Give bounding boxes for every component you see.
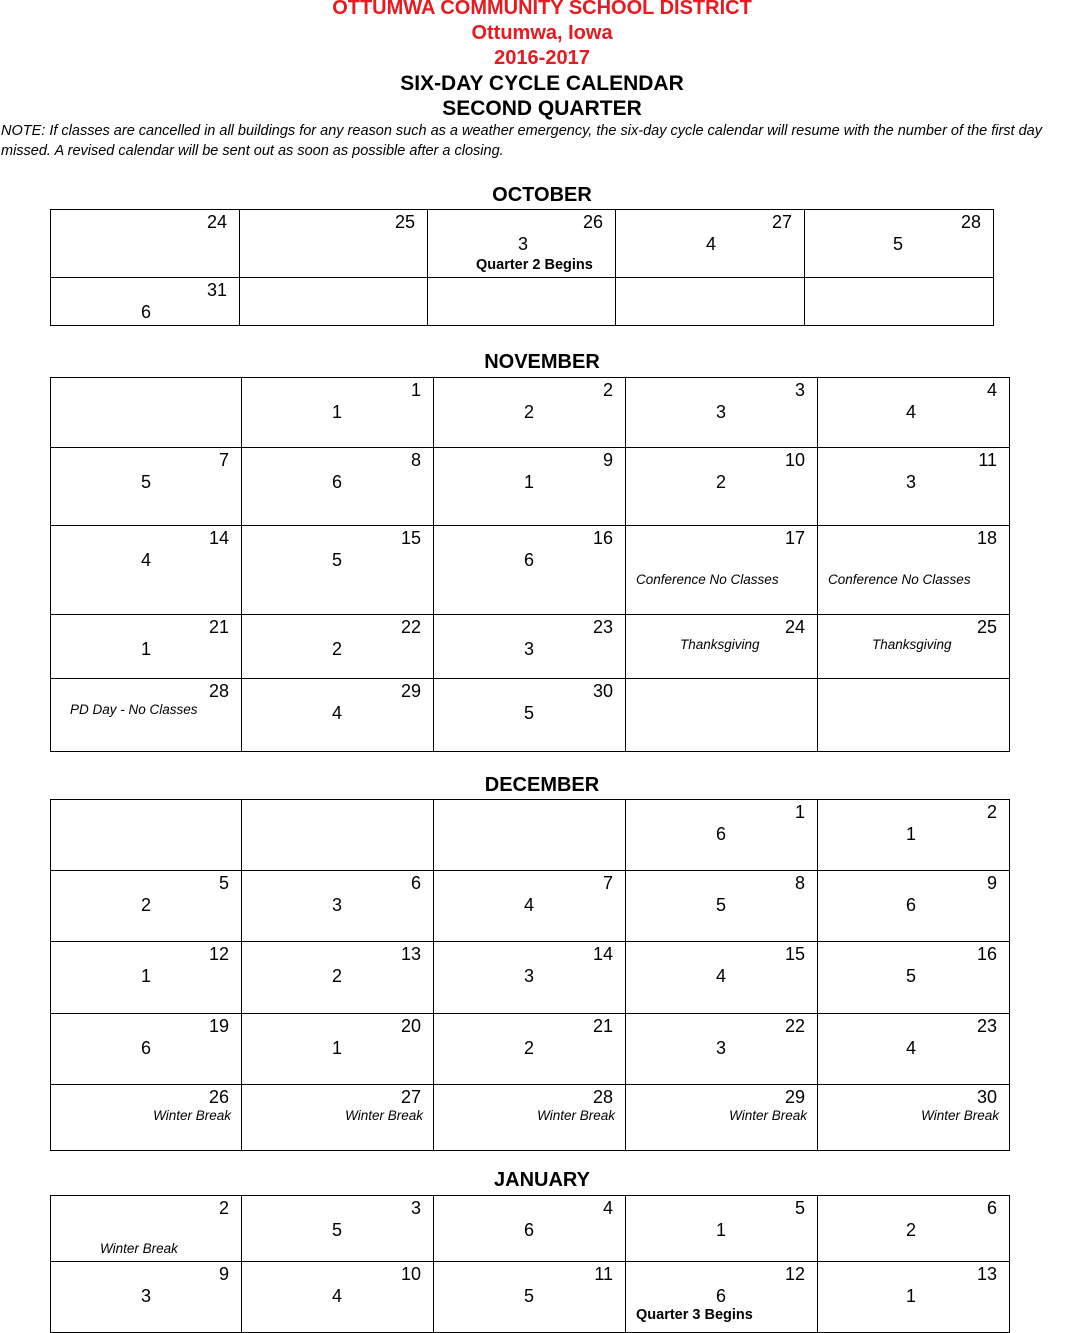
cycle-day: 2	[332, 966, 343, 986]
day-cell	[240, 278, 428, 326]
cycle-day: 4	[906, 402, 917, 422]
day-cell	[51, 942, 242, 1014]
cycle-day: 4	[716, 966, 727, 986]
cycle-day: 6	[716, 1286, 727, 1306]
day-cell	[242, 1196, 434, 1262]
cycle-day: 6	[524, 1220, 535, 1240]
day-number: 28	[960, 212, 981, 232]
cycle-day: 5	[893, 234, 904, 254]
cycle-day: 6	[716, 824, 727, 844]
day-cell	[428, 278, 616, 326]
day-cell	[242, 1262, 434, 1333]
day-number: 18	[976, 528, 997, 548]
day-cell	[818, 871, 1010, 942]
day-cell	[51, 210, 240, 278]
day-cell	[434, 1085, 626, 1151]
day-cell	[626, 871, 818, 942]
cycle-day: 1	[906, 1286, 917, 1306]
day-cell	[818, 1196, 1010, 1262]
cycle-day: 1	[141, 966, 152, 986]
cycle-day: 4	[524, 895, 535, 915]
day-number: 26	[582, 212, 603, 232]
cycle-day: 2	[524, 402, 535, 422]
day-cell	[242, 1085, 434, 1151]
cycle-day: 2	[716, 472, 727, 492]
day-cell	[818, 448, 1010, 526]
day-number: 7	[602, 873, 613, 893]
day-number: 9	[986, 873, 997, 893]
day-number: 11	[978, 450, 997, 470]
cycle-day: 4	[141, 550, 152, 570]
day-cell	[51, 1014, 242, 1085]
day-number: 28	[592, 1087, 613, 1107]
day-number: 4	[602, 1198, 613, 1218]
week-row	[51, 378, 1010, 448]
school-year: 2016-2017	[494, 47, 590, 69]
day-note: Winter Break	[921, 1108, 999, 1123]
cycle-day: 6	[906, 895, 917, 915]
day-number: 30	[976, 1087, 997, 1107]
day-cell	[434, 448, 626, 526]
day-cell	[818, 1085, 1010, 1151]
month-title: JANUARY	[494, 1169, 590, 1191]
day-number: 4	[986, 380, 997, 400]
day-cell	[434, 615, 626, 679]
cycle-day: 2	[906, 1220, 917, 1240]
day-number: 31	[206, 280, 227, 300]
day-cell	[242, 1014, 434, 1085]
day-number: 17	[784, 528, 805, 548]
day-cell	[818, 942, 1010, 1014]
cycle-day: 5	[141, 472, 152, 492]
day-number: 13	[976, 1264, 997, 1284]
day-cell	[626, 448, 818, 526]
day-note: Thanksgiving	[872, 637, 952, 652]
day-cell	[616, 210, 805, 278]
week-row	[51, 1014, 1010, 1085]
cycle-day: 1	[716, 1220, 727, 1240]
day-number: 5	[218, 873, 229, 893]
day-cell	[616, 278, 805, 326]
cycle-day: 4	[332, 703, 343, 723]
day-cell	[626, 615, 818, 679]
day-number: 16	[976, 944, 997, 964]
day-cell	[626, 526, 818, 615]
cycle-day: 1	[524, 472, 535, 492]
day-cell	[805, 278, 994, 326]
cycle-day: 3	[332, 895, 343, 915]
day-note: Thanksgiving	[680, 637, 760, 652]
day-cell	[626, 1014, 818, 1085]
week-row	[51, 1262, 1010, 1333]
cycle-day: 4	[706, 234, 717, 254]
day-cell	[818, 526, 1010, 615]
day-cell	[240, 210, 428, 278]
city-name: Ottumwa, Iowa	[471, 22, 613, 44]
week-row	[51, 615, 1010, 679]
day-number: 29	[784, 1087, 805, 1107]
month-grid	[50, 1195, 1010, 1333]
day-cell	[818, 1014, 1010, 1085]
day-cell	[428, 210, 616, 278]
day-cell	[51, 615, 242, 679]
cycle-day: 4	[906, 1038, 917, 1058]
day-cell	[818, 800, 1010, 871]
day-cell	[242, 871, 434, 942]
week-row	[51, 210, 994, 278]
day-number: 2	[218, 1198, 229, 1218]
district-name: OTTUMWA COMMUNITY SCHOOL DISTRICT	[332, 0, 752, 19]
day-cell	[51, 871, 242, 942]
day-number: 13	[400, 944, 421, 964]
week-row	[51, 448, 1010, 526]
cycle-day: 5	[524, 703, 535, 723]
day-cell	[626, 942, 818, 1014]
day-number: 9	[602, 450, 613, 470]
day-note: Winter Break	[153, 1108, 231, 1123]
week-row	[51, 278, 994, 326]
cycle-day: 3	[518, 234, 529, 254]
day-number: 15	[784, 944, 805, 964]
day-cell	[626, 1196, 818, 1262]
cycle-day: 3	[524, 966, 535, 986]
day-cell	[242, 448, 434, 526]
day-number: 7	[218, 450, 229, 470]
day-note: Conference No Classes	[636, 572, 779, 587]
month-title: OCTOBER	[492, 184, 592, 206]
day-cell	[51, 1262, 242, 1333]
day-number: 1	[794, 802, 805, 822]
day-cell	[626, 1085, 818, 1151]
day-cell	[51, 378, 242, 448]
month-title: NOVEMBER	[484, 351, 600, 373]
day-note: Quarter 3 Begins	[636, 1307, 753, 1323]
day-cell	[818, 679, 1010, 752]
cycle-day: 1	[906, 824, 917, 844]
day-number: 30	[592, 681, 613, 701]
day-number: 3	[794, 380, 805, 400]
day-number: 6	[986, 1198, 997, 1218]
day-cell	[434, 871, 626, 942]
month-grid	[50, 377, 1010, 752]
day-cell	[434, 1014, 626, 1085]
day-cell	[51, 526, 242, 615]
cycle-day: 3	[906, 472, 917, 492]
day-cell	[51, 1196, 242, 1262]
day-number: 19	[208, 1016, 229, 1036]
day-note: Winter Break	[100, 1241, 178, 1256]
cycle-day: 6	[332, 472, 343, 492]
day-number: 15	[400, 528, 421, 548]
day-number: 27	[771, 212, 792, 232]
day-number: 14	[208, 528, 229, 548]
week-row	[51, 679, 1010, 752]
calendar-title: SIX-DAY CYCLE CALENDAR	[400, 72, 684, 95]
day-cell	[51, 278, 240, 326]
day-note: Winter Break	[729, 1108, 807, 1123]
day-number: 5	[794, 1198, 805, 1218]
day-cell	[51, 448, 242, 526]
cycle-day: 5	[524, 1286, 535, 1306]
week-row	[51, 1196, 1010, 1262]
day-note: Conference No Classes	[828, 572, 971, 587]
day-number: 25	[976, 617, 997, 637]
day-number: 22	[784, 1016, 805, 1036]
day-cell	[626, 800, 818, 871]
day-cell	[242, 800, 434, 871]
day-number: 11	[594, 1264, 613, 1284]
day-note: Winter Break	[537, 1108, 615, 1123]
day-number: 8	[410, 450, 421, 470]
day-cell	[51, 1085, 242, 1151]
month-grid	[50, 799, 1010, 1151]
day-number: 8	[794, 873, 805, 893]
day-number: 28	[208, 681, 229, 701]
cycle-day: 1	[141, 639, 152, 659]
cycle-day: 2	[141, 895, 152, 915]
day-cell	[242, 378, 434, 448]
day-number: 9	[218, 1264, 229, 1284]
day-cell	[434, 942, 626, 1014]
day-cell	[434, 1262, 626, 1333]
day-number: 12	[784, 1264, 805, 1284]
day-number: 2	[602, 380, 613, 400]
month-title: DECEMBER	[484, 774, 600, 796]
cycle-day: 5	[716, 895, 727, 915]
day-cell	[242, 942, 434, 1014]
day-cell	[818, 1262, 1010, 1333]
cycle-day: 3	[524, 639, 535, 659]
cycle-day: 3	[141, 1286, 152, 1306]
week-row	[51, 871, 1010, 942]
day-cell	[242, 526, 434, 615]
day-number: 24	[206, 212, 227, 232]
cycle-day: 4	[332, 1286, 343, 1306]
cycle-day: 2	[332, 639, 343, 659]
day-number: 16	[592, 528, 613, 548]
closing-note: NOTE: If classes are cancelled in all buildings for any reason such as a weather emergency, the six-day cycle calendar will resume with the number of the first day missed. A revised calendar will be sent out as soon as possible after a closing.	[1, 123, 1042, 159]
day-number: 23	[592, 617, 613, 637]
cycle-day: 5	[906, 966, 917, 986]
day-cell	[434, 378, 626, 448]
day-number: 20	[400, 1016, 421, 1036]
day-cell	[626, 679, 818, 752]
day-cell	[434, 526, 626, 615]
day-note: Quarter 2 Begins	[476, 257, 593, 273]
week-row	[51, 800, 1010, 871]
week-row	[51, 526, 1010, 615]
day-number: 6	[410, 873, 421, 893]
day-cell	[242, 615, 434, 679]
day-number: 1	[410, 380, 421, 400]
month-grid	[50, 209, 994, 326]
day-number: 29	[400, 681, 421, 701]
cycle-day: 6	[141, 1038, 152, 1058]
day-cell	[434, 679, 626, 752]
day-number: 12	[208, 944, 229, 964]
day-cell	[805, 210, 994, 278]
day-number: 2	[986, 802, 997, 822]
day-cell	[242, 679, 434, 752]
day-cell	[51, 679, 242, 752]
day-cell	[626, 1262, 818, 1333]
day-number: 22	[400, 617, 421, 637]
day-number: 10	[400, 1264, 421, 1284]
cycle-day: 1	[332, 1038, 343, 1058]
day-cell	[434, 1196, 626, 1262]
day-cell	[434, 800, 626, 871]
day-cell	[818, 615, 1010, 679]
day-number: 24	[784, 617, 805, 637]
day-number: 21	[208, 617, 229, 637]
week-row	[51, 1085, 1010, 1151]
day-note: PD Day - No Classes	[70, 702, 198, 717]
cycle-day: 6	[524, 550, 535, 570]
day-cell	[626, 378, 818, 448]
cycle-day: 3	[716, 402, 727, 422]
day-number: 21	[592, 1016, 613, 1036]
quarter-title: SECOND QUARTER	[442, 97, 642, 120]
cycle-day: 1	[332, 402, 343, 422]
day-number: 26	[208, 1087, 229, 1107]
cycle-day: 5	[332, 1220, 343, 1240]
day-cell	[51, 800, 242, 871]
day-number: 27	[400, 1087, 421, 1107]
cycle-day: 6	[141, 302, 152, 322]
cycle-day: 5	[332, 550, 343, 570]
day-number: 14	[592, 944, 613, 964]
day-note: Winter Break	[345, 1108, 423, 1123]
week-row	[51, 942, 1010, 1014]
cycle-day: 3	[716, 1038, 727, 1058]
day-number: 10	[784, 450, 805, 470]
day-cell	[818, 378, 1010, 448]
day-number: 23	[976, 1016, 997, 1036]
day-number: 3	[410, 1198, 421, 1218]
day-number: 25	[394, 212, 415, 232]
cycle-day: 2	[524, 1038, 535, 1058]
